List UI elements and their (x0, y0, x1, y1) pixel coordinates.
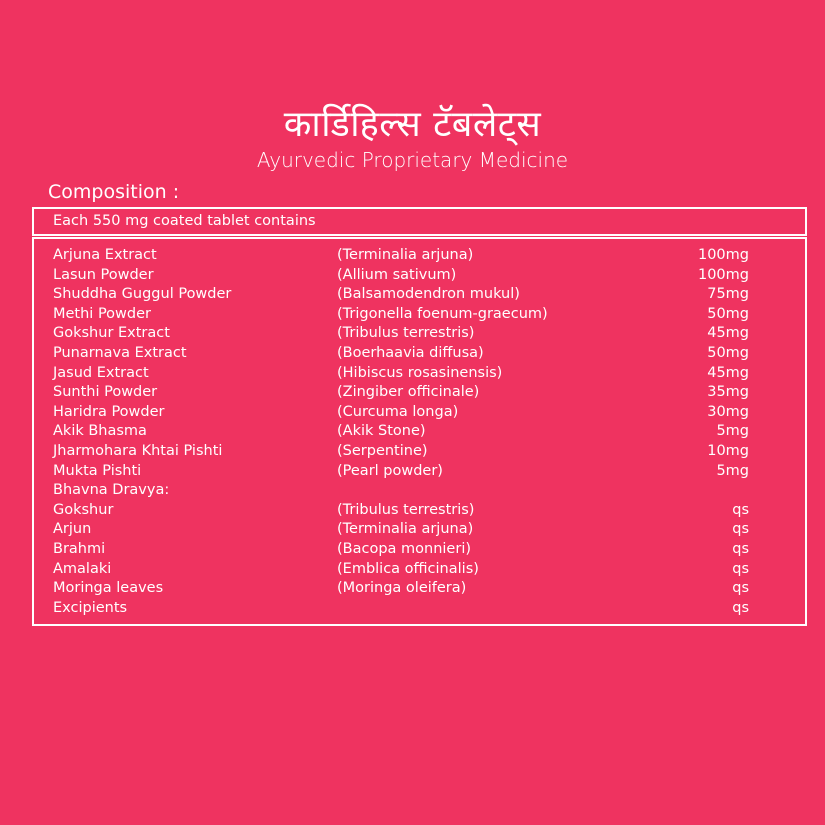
ingredient-name: Brahmi (53, 540, 106, 557)
ingredient-botanical-name: (Curcuma longa) (337, 403, 459, 420)
ingredient-row (34, 501, 805, 521)
ingredient-row (34, 344, 805, 364)
ingredient-row (34, 246, 805, 266)
ingredient-row (34, 403, 805, 423)
ingredient-botanical-name: (Pearl powder) (337, 462, 443, 479)
ingredient-name: Lasun Powder (53, 266, 154, 283)
ingredient-quantity: 10mg (707, 442, 749, 459)
ingredient-row (34, 266, 805, 286)
ingredient-botanical-name: (Terminalia arjuna) (337, 247, 474, 263)
ingredient-quantity: 100mg (697, 266, 749, 283)
ingredient-quantity: 45mg (707, 325, 749, 342)
ingredient-botanical-name: (Terminalia arjuna) (337, 521, 474, 538)
ingredient-name: Arjun (53, 521, 92, 538)
ingredient-name: Gokshur (53, 501, 114, 518)
ingredient-botanical-name: (Moringa oleifera) (337, 580, 467, 597)
ingredient-row (34, 599, 805, 619)
ingredient-botanical-name: (Trigonella foenum-graecum) (337, 305, 548, 322)
ingredient-row (34, 520, 805, 540)
ingredient-botanical-name: (Akik Stone) (337, 423, 426, 440)
ingredient-row (34, 364, 805, 384)
ingredient-row (34, 305, 805, 325)
ingredient-row (34, 383, 805, 403)
ingredient-botanical-name: (Tribulus terrestris) (337, 501, 475, 518)
ingredient-botanical-name: (Serpentine) (337, 442, 428, 459)
ingredient-name: Jasud Extract (53, 364, 149, 381)
ingredient-name: Amalaki (53, 560, 112, 577)
ingredient-quantity: 35mg (707, 384, 749, 401)
ingredient-botanical-name: (Emblica officinalis) (337, 560, 479, 577)
ingredient-name: Gokshur Extract (53, 325, 170, 342)
ingredients-table (32, 237, 807, 626)
ingredient-name: Jharmohara Khtai Pishti (53, 442, 223, 459)
table-header-text: Each 550 mg coated tablet contains (53, 213, 316, 229)
ingredient-botanical-name: (Bacopa monnieri) (337, 540, 472, 557)
composition-heading: Composition : (48, 181, 180, 203)
ingredient-botanical-name: (Zingiber officinale) (337, 384, 480, 401)
ingredient-row (34, 540, 805, 560)
ingredient-row (34, 285, 805, 305)
ingredient-quantity: 50mg (707, 344, 749, 361)
ingredient-quantity: 45mg (707, 364, 749, 381)
ingredient-row (34, 442, 805, 462)
ingredient-quantity: qs (732, 560, 749, 577)
ingredient-name: Mukta Pishti (53, 462, 142, 479)
ingredient-row (34, 579, 805, 599)
ingredient-quantity: 30mg (707, 403, 749, 420)
ingredient-row (34, 422, 805, 442)
ingredient-name: Haridra Powder (53, 403, 165, 420)
ingredient-quantity: 5mg (716, 423, 749, 440)
product-title-hindi: कार्डिहिल्स टॅबलेट्स (283, 104, 542, 145)
ingredient-quantity: 5mg (716, 462, 749, 479)
ingredient-name: Bhavna Dravya: (53, 482, 170, 499)
ingredient-row (34, 324, 805, 344)
ingredient-name: Shuddha Guggul Powder (53, 286, 232, 303)
ingredient-name: Methi Powder (53, 305, 151, 322)
ingredient-quantity: 100mg (697, 247, 749, 263)
ingredient-quantity: 50mg (707, 305, 749, 322)
ingredient-botanical-name: (Hibiscus rosasinensis) (337, 364, 503, 381)
ingredient-name: Punarnava Extract (53, 344, 187, 361)
ingredient-quantity: qs (732, 599, 749, 616)
ingredient-name: Sunthi Powder (53, 384, 158, 401)
ingredient-botanical-name: (Boerhaavia diffusa) (337, 344, 484, 361)
ingredient-name: Akik Bhasma (53, 423, 147, 440)
ingredient-name: Arjuna Extract (53, 247, 157, 263)
ingredient-botanical-name: (Balsamodendron mukul) (337, 286, 520, 303)
ingredients-rows (34, 246, 805, 618)
table-header-box (32, 207, 807, 236)
ingredient-name: Moringa leaves (53, 580, 164, 597)
ingredient-row (34, 462, 805, 482)
ingredient-botanical-name: (Tribulus terrestris) (337, 325, 475, 342)
ingredient-row (34, 560, 805, 580)
ingredient-quantity: qs (732, 580, 749, 597)
ingredient-quantity: qs (732, 501, 749, 518)
ingredient-name: Excipients (53, 599, 128, 616)
ingredient-botanical-name: (Allium sativum) (337, 266, 457, 283)
product-subtitle: Ayurvedic Proprietary Medicine (256, 148, 569, 172)
ingredient-quantity: 75mg (707, 286, 749, 303)
ingredient-row (34, 481, 805, 501)
ingredient-quantity: qs (732, 540, 749, 557)
ingredient-quantity: qs (732, 521, 749, 538)
